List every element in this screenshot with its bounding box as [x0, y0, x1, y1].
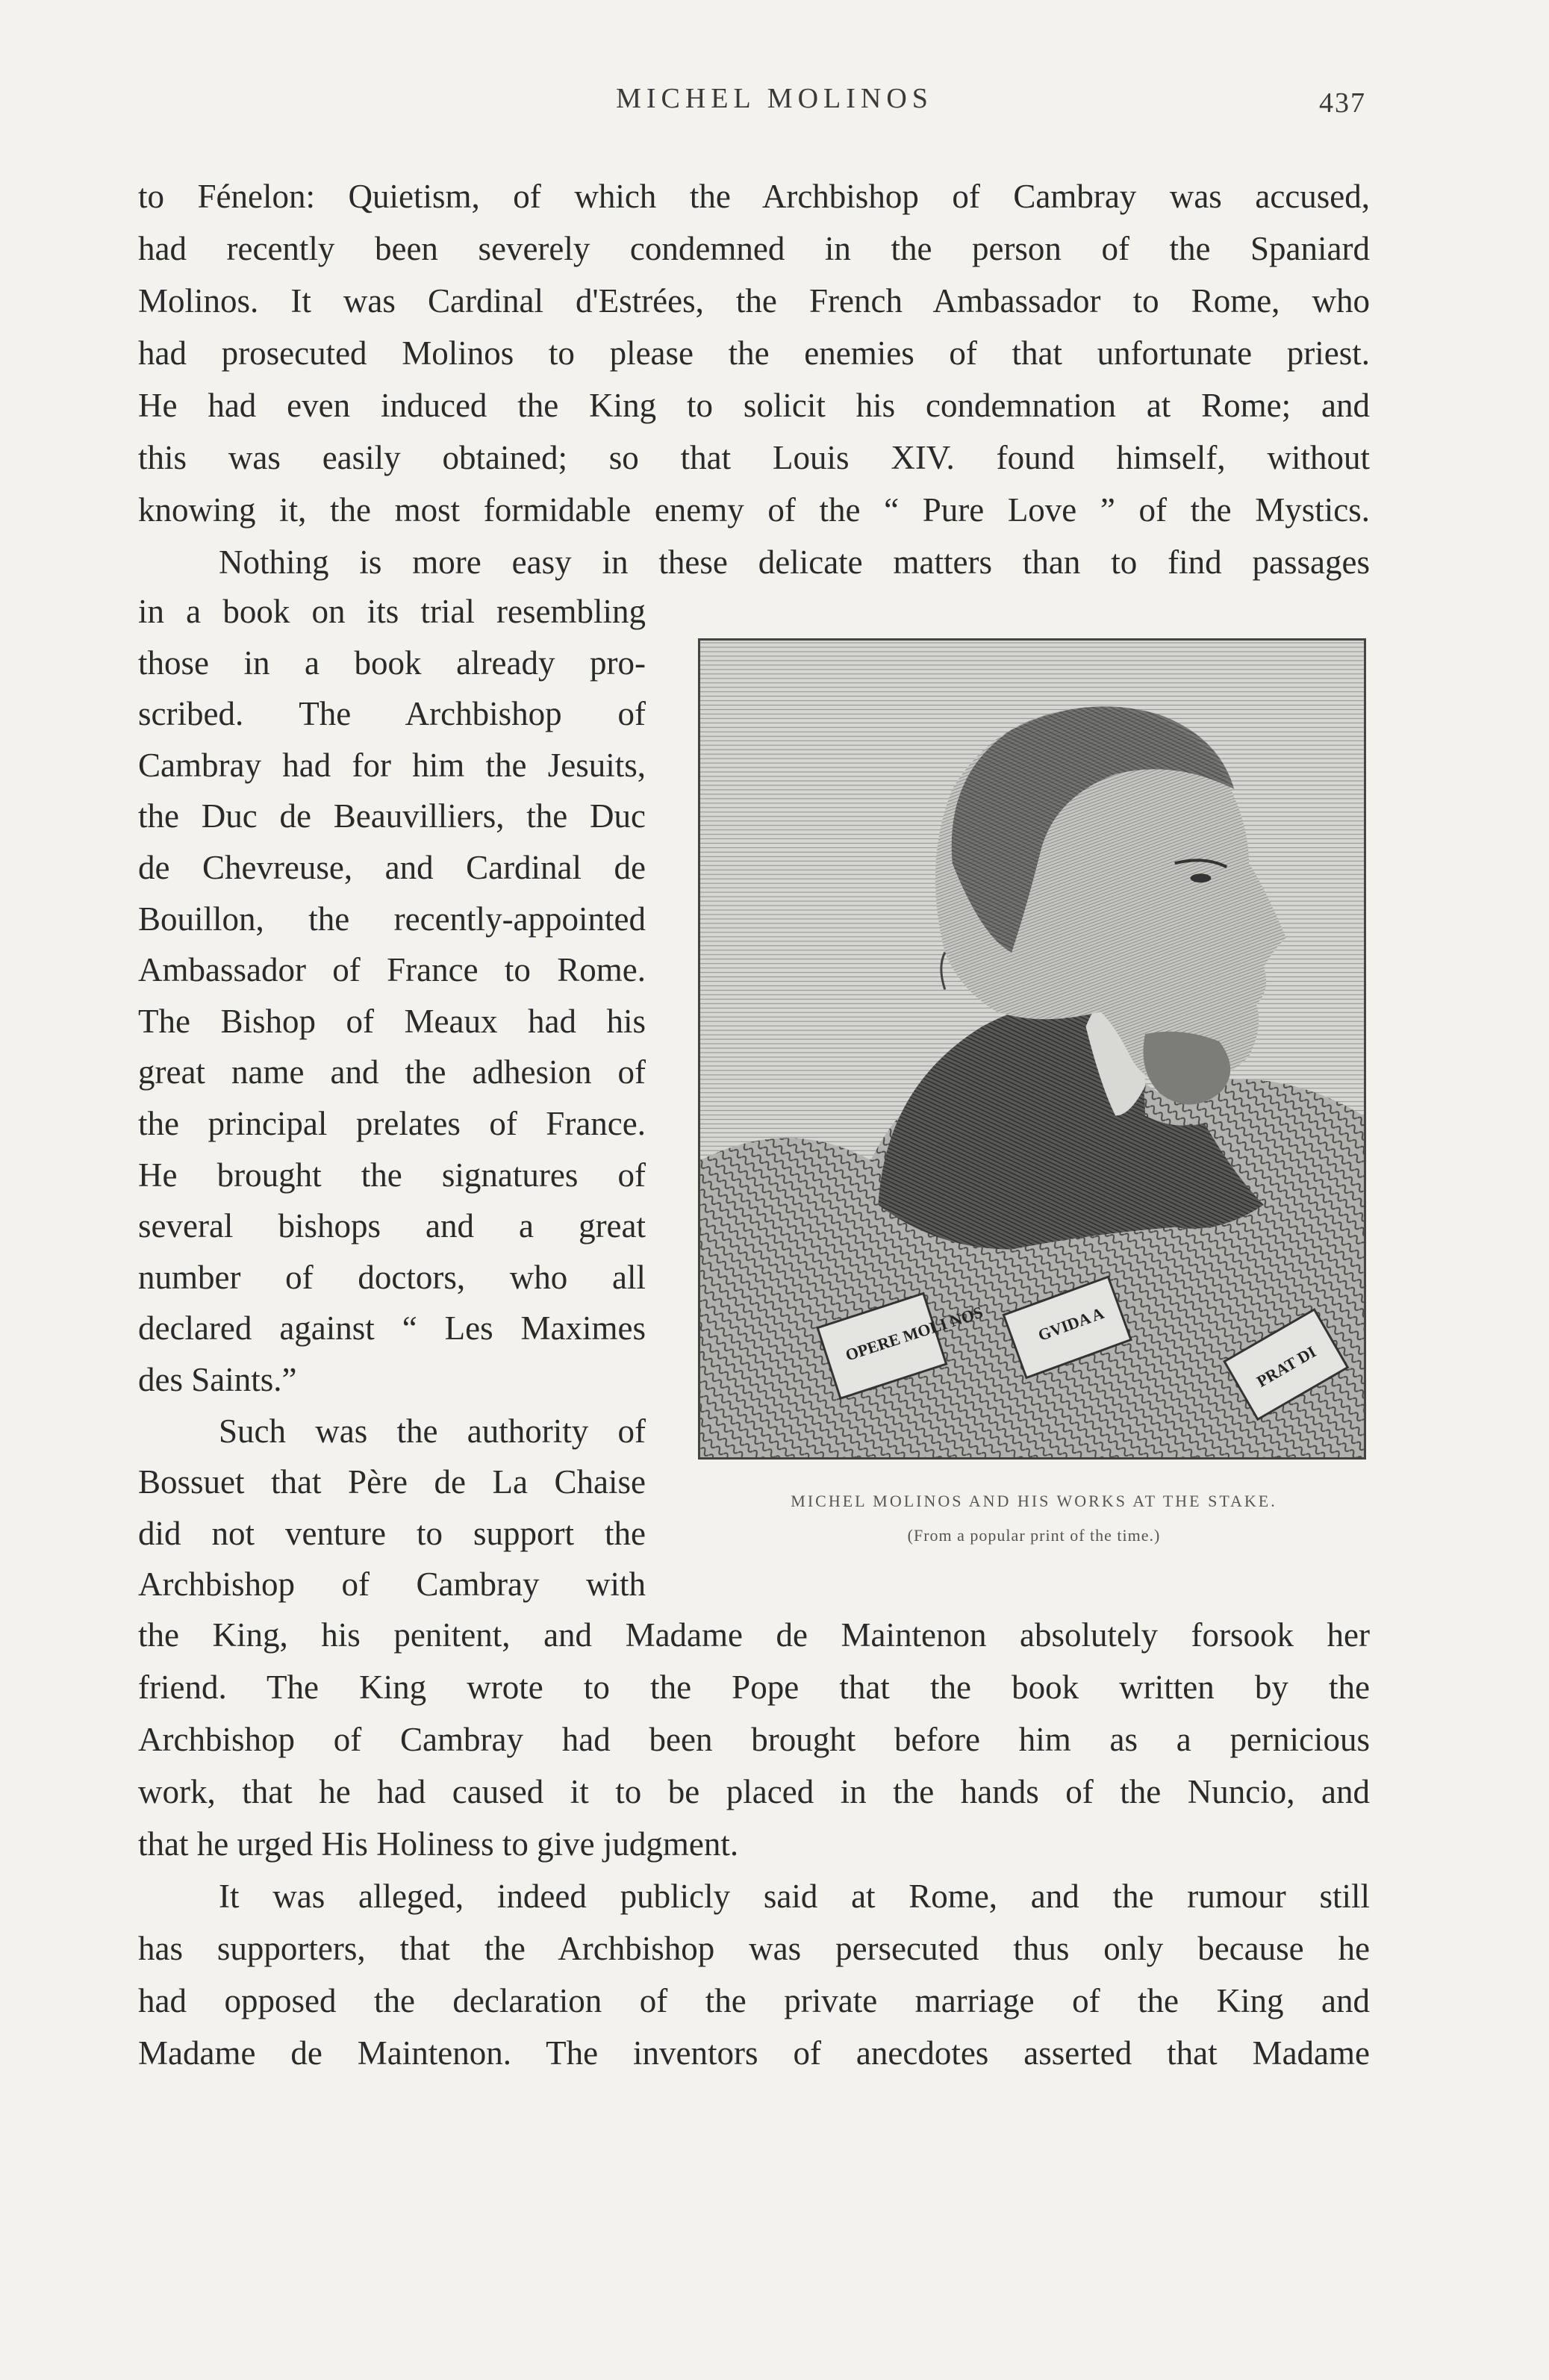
text-line: the Duc de Beauvilliers, the Duc [138, 797, 646, 835]
text-line: scribed. The Archbishop of [138, 695, 646, 733]
running-head [0, 82, 1549, 127]
text-line: Bossuet that Père de La Chaise [138, 1463, 646, 1501]
portrait-figure [698, 638, 1366, 1460]
text-line: declared against “ Les Maximes [138, 1309, 646, 1348]
text-line: had recently been severely condemned in the person of the Spaniard [138, 230, 1370, 267]
text-line: did not venture to support the [138, 1514, 646, 1552]
book-label: PRAT DI [1253, 1342, 1319, 1392]
running-title: MICHEL MOLINOS [616, 83, 933, 114]
text-line: Archbishop of Cambray with [138, 1566, 646, 1604]
text-line: Ambassador of France to Rome. [138, 951, 646, 989]
figure-caption [687, 1492, 1381, 1545]
text-line: Nothing is more easy in these delicate matters than to find passages [219, 543, 1370, 581]
text-line: Madame de Maintenon. The inventors of anecdotes asserted that Madame [138, 2034, 1370, 2072]
text-line: had prosecuted Molinos to please the enemies of that unfortunate priest. [138, 334, 1370, 372]
text-line: the principal prelates of France. [138, 1104, 646, 1142]
text-line: that he urged His Holiness to give judgment. [138, 1825, 739, 1863]
book-label: OPERE MOLI NOS [843, 1303, 985, 1365]
text-line: Archbishop of Cambray had been brought before him as a pernicious [138, 1721, 1370, 1758]
text-line: knowing it, the most formidable enemy of the “ Pure Love ” of the Mystics. [138, 491, 1370, 529]
text-line: Bouillon, the recently-appointed [138, 900, 646, 938]
text-line: this was easily obtained; so that Louis XIV. found himself, without [138, 439, 1370, 476]
text-line: des Saints.” [138, 1360, 297, 1398]
book-label: GVIDA A [1035, 1303, 1106, 1345]
text-line: He brought the signatures of [138, 1156, 646, 1194]
caption-title: MICHEL MOLINOS AND HIS WORKS AT THE STAKE. [791, 1492, 1277, 1510]
text-line: The Bishop of Meaux had his [138, 1002, 646, 1040]
text-line: in a book on its trial resembling [138, 593, 646, 630]
top-paragraphs [138, 170, 1370, 588]
text-line: those in a book already pro- [138, 644, 646, 682]
text-line: Molinos. It was Cardinal d'Estrées, the French Ambassador to Rome, who [138, 282, 1370, 320]
text-line: great name and the adhesion of [138, 1053, 646, 1091]
text-line: has supporters, that the Archbishop was persecuted thus only because he [138, 1930, 1370, 1967]
text-line: the King, his penitent, and Madame de Maintenon absolutely forsook her [138, 1616, 1370, 1654]
text-line: Such was the authority of [219, 1412, 646, 1450]
text-line: number of doctors, who all [138, 1258, 646, 1296]
page-number: 437 [1319, 87, 1366, 119]
text-line: Cambray had for him the Jesuits, [138, 746, 646, 784]
text-line: He had even induced the King to solicit his condemnation at Rome; and [138, 387, 1370, 424]
text-line: work, that he had caused it to be placed in the hands of the Nuncio, and [138, 1773, 1370, 1810]
text-line: had opposed the declaration of the private marriage of the King and [138, 1982, 1370, 2019]
text-line: It was alleged, indeed publicly said at Rome, and the rumour still [219, 1878, 1370, 1915]
portrait-engraving [698, 638, 1366, 1460]
left-column [138, 586, 646, 1610]
caption-source: (From a popular print of the time.) [907, 1526, 1161, 1545]
text-line: several bishops and a great [138, 1207, 646, 1245]
bottom-paragraphs [138, 1609, 1370, 2079]
text-line: to Fénelon: Quietism, of which the Archbishop of Cambray was accused, [138, 178, 1370, 215]
text-line: friend. The King wrote to the Pope that the book written by the [138, 1669, 1370, 1706]
text-line: de Chevreuse, and Cardinal de [138, 848, 646, 886]
